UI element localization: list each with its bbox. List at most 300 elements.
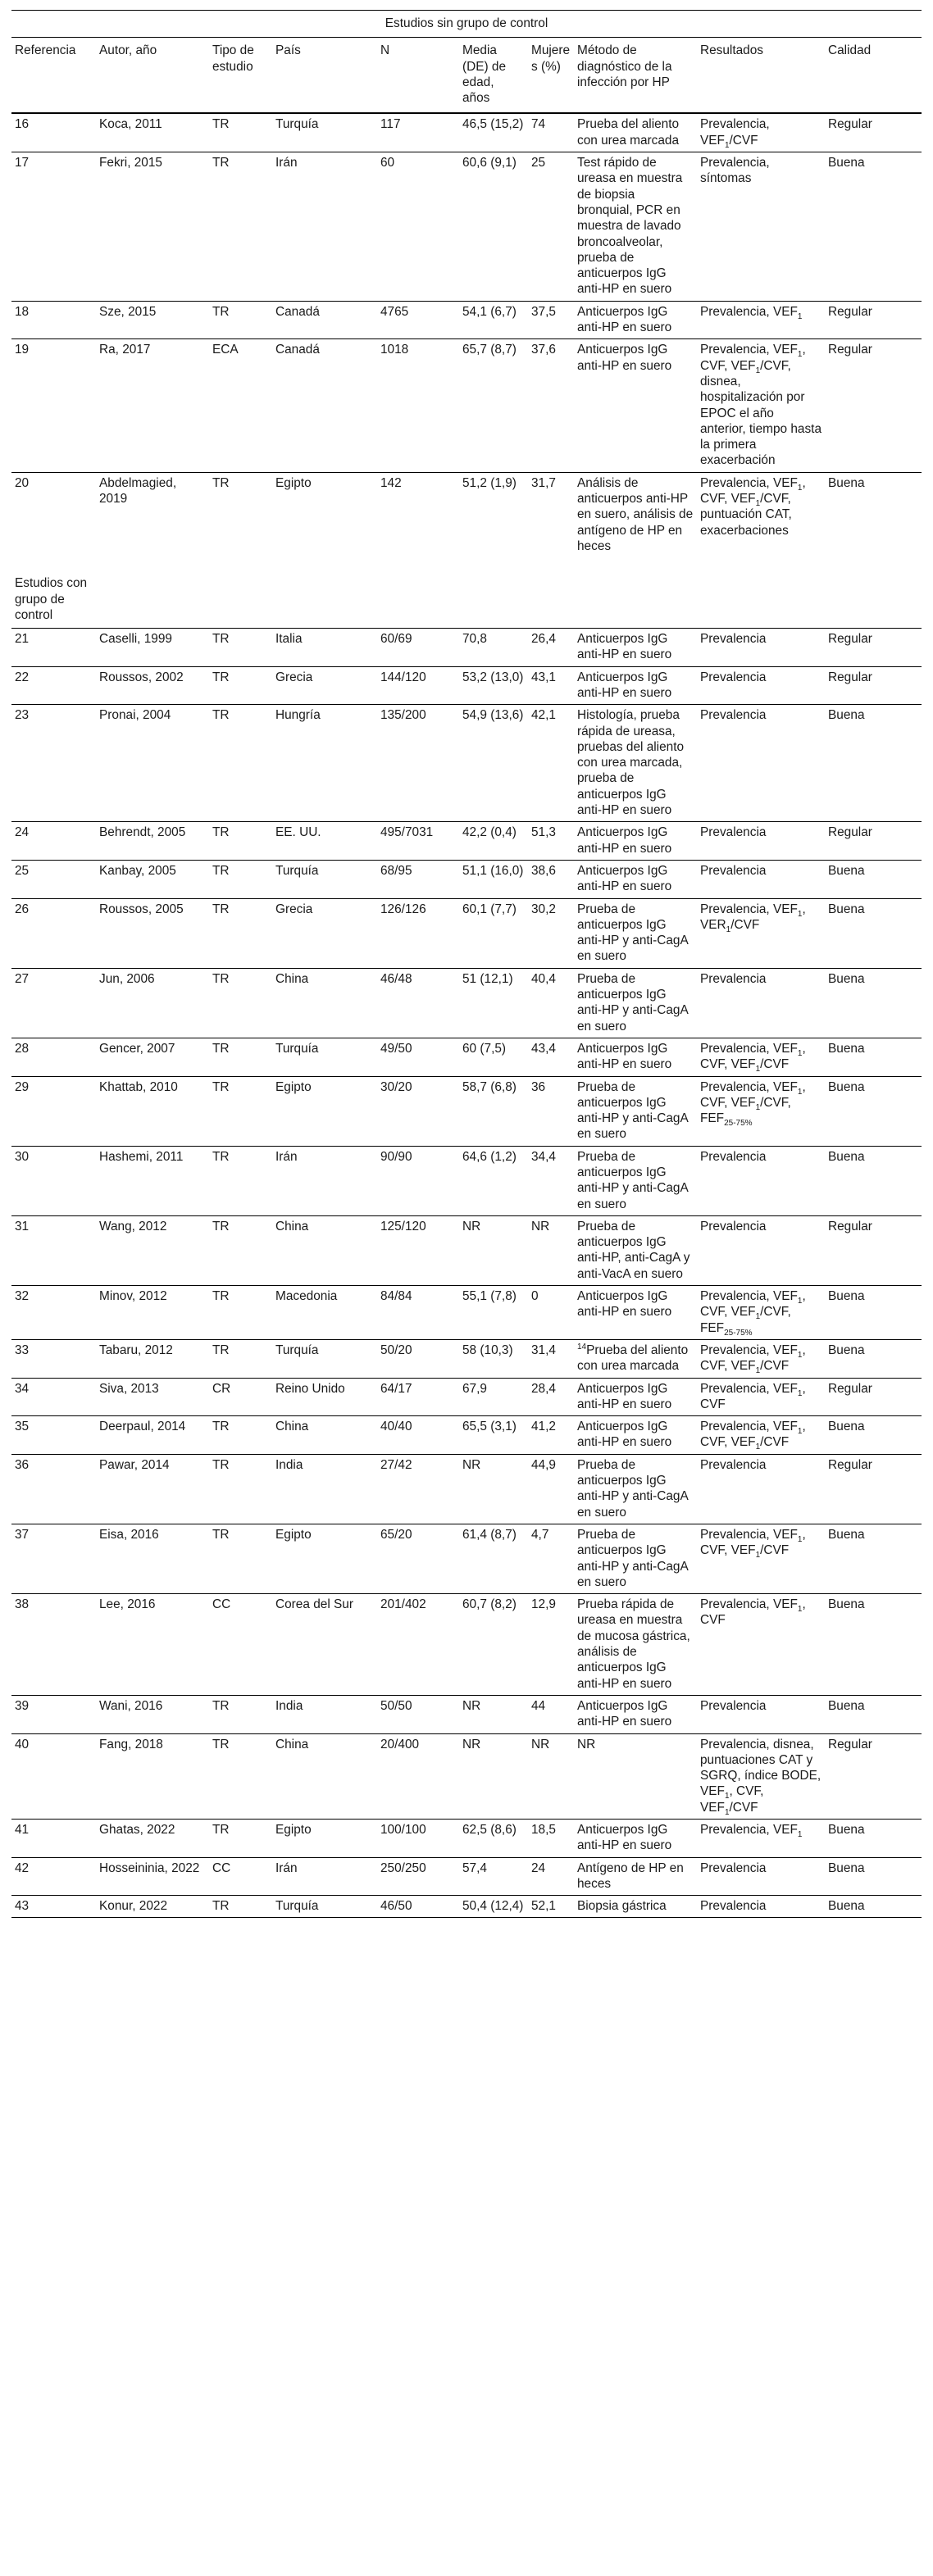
results-cell: Prevalencia, $VEF_1$, CVF, $VEF_1$/CVF bbox=[697, 1038, 825, 1076]
women-cell: 12,9 bbox=[528, 1594, 574, 1696]
author-cell: Jun, 2006 bbox=[96, 968, 209, 1038]
results-cell: Prevalencia bbox=[697, 1146, 825, 1215]
age-cell: 60 (7,5) bbox=[459, 1038, 528, 1076]
women-cell: 24 bbox=[528, 1857, 574, 1896]
results-cell: Prevalencia, $VEF_1$, CVF bbox=[697, 1594, 825, 1696]
women-cell: 43,1 bbox=[528, 666, 574, 705]
n-cell: 117 bbox=[377, 113, 459, 152]
table-row bbox=[11, 301, 922, 339]
quality-cell: Regular bbox=[825, 666, 922, 705]
method-cell: Anticuerpos IgG anti-HP en suero bbox=[574, 339, 697, 472]
women-cell: 4,7 bbox=[528, 1524, 574, 1593]
type-cell: CC bbox=[209, 1594, 272, 1696]
age-cell: 64,6 (1,2) bbox=[459, 1146, 528, 1215]
country-cell: Canadá bbox=[272, 301, 377, 339]
age-cell: 54,1 (6,7) bbox=[459, 301, 528, 339]
women-cell: 52,1 bbox=[528, 1896, 574, 1918]
results-cell: Prevalencia, $VEF_1$, CVF, $VEF_1$/CVF, puntuación CAT, exacerbaciones bbox=[697, 472, 825, 557]
results-cell: Prevalencia bbox=[697, 1695, 825, 1733]
results-cell: Prevalencia, $VEF_1$/CVF bbox=[697, 113, 825, 152]
ref-cell: 39 bbox=[11, 1695, 96, 1733]
author-cell: Ghatas, 2022 bbox=[96, 1819, 209, 1857]
results-cell: Prevalencia bbox=[697, 705, 825, 822]
table-row bbox=[11, 1286, 922, 1340]
table-row bbox=[11, 1454, 922, 1524]
women-cell: 43,4 bbox=[528, 1038, 574, 1076]
n-cell: 126/126 bbox=[377, 898, 459, 968]
ref-cell: 31 bbox=[11, 1215, 96, 1285]
results-cell: Prevalencia bbox=[697, 1215, 825, 1285]
age-cell: 57,4 bbox=[459, 1857, 528, 1896]
n-cell: 20/400 bbox=[377, 1733, 459, 1819]
type-cell: TR bbox=[209, 1819, 272, 1857]
author-cell: Eisa, 2016 bbox=[96, 1524, 209, 1593]
country-cell: Turquía bbox=[272, 860, 377, 898]
ref-cell: 35 bbox=[11, 1416, 96, 1455]
studies-table bbox=[11, 10, 922, 1918]
age-cell: 50,4 (12,4) bbox=[459, 1896, 528, 1918]
country-cell: India bbox=[272, 1695, 377, 1733]
results-cell: Prevalencia, $VEF_1$, CVF, $VEF_1$/CVF, $FEF_{25-75\%}$ bbox=[697, 1076, 825, 1146]
table-row bbox=[11, 152, 922, 302]
method-cell: Prueba de anticuerpos IgG anti-HP y anti-CagA en suero bbox=[574, 968, 697, 1038]
women-cell: 26,4 bbox=[528, 629, 574, 667]
ref-cell: 19 bbox=[11, 339, 96, 472]
type-cell: TR bbox=[209, 152, 272, 302]
type-cell: ECA bbox=[209, 339, 272, 472]
country-cell: Hungría bbox=[272, 705, 377, 822]
results-cell: Prevalencia bbox=[697, 1896, 825, 1918]
ref-cell: 33 bbox=[11, 1339, 96, 1378]
author-cell: Khattab, 2010 bbox=[96, 1076, 209, 1146]
column-header: Método de diagnóstico de la infección por HP bbox=[574, 38, 697, 114]
age-cell: 55,1 (7,8) bbox=[459, 1286, 528, 1340]
method-cell: NR bbox=[574, 1733, 697, 1819]
country-cell: Turquía bbox=[272, 1896, 377, 1918]
type-cell: TR bbox=[209, 898, 272, 968]
women-cell: 34,4 bbox=[528, 1146, 574, 1215]
author-cell: Tabaru, 2012 bbox=[96, 1339, 209, 1378]
country-cell: Reino Unido bbox=[272, 1378, 377, 1416]
n-cell: 65/20 bbox=[377, 1524, 459, 1593]
quality-cell: Buena bbox=[825, 1038, 922, 1076]
age-cell: 60,6 (9,1) bbox=[459, 152, 528, 302]
country-cell: Grecia bbox=[272, 666, 377, 705]
method-cell: Histología, prueba rápida de ureasa, pruebas del aliento con urea marcada, prueba de anticuerpos IgG anti-HP en suero bbox=[574, 705, 697, 822]
age-cell: 70,8 bbox=[459, 629, 528, 667]
column-header: Referencia bbox=[11, 38, 96, 114]
quality-cell: Buena bbox=[825, 1819, 922, 1857]
column-header: País bbox=[272, 38, 377, 114]
country-cell: China bbox=[272, 1733, 377, 1819]
author-cell: Wang, 2012 bbox=[96, 1215, 209, 1285]
author-cell: Abdelmagied, 2019 bbox=[96, 472, 209, 557]
quality-cell: Buena bbox=[825, 1857, 922, 1896]
quality-cell: Regular bbox=[825, 113, 922, 152]
method-cell: Anticuerpos IgG anti-HP en suero bbox=[574, 1286, 697, 1340]
country-cell: Grecia bbox=[272, 898, 377, 968]
quality-cell: Buena bbox=[825, 1339, 922, 1378]
women-cell: 36 bbox=[528, 1076, 574, 1146]
n-cell: 125/120 bbox=[377, 1215, 459, 1285]
age-cell: 60,7 (8,2) bbox=[459, 1594, 528, 1696]
type-cell: TR bbox=[209, 1454, 272, 1524]
country-cell: China bbox=[272, 1416, 377, 1455]
author-cell: Kanbay, 2005 bbox=[96, 860, 209, 898]
quality-cell: Buena bbox=[825, 898, 922, 968]
results-cell: Prevalencia, $VEF_1$, CVF, $VEF_1$/CVF bbox=[697, 1416, 825, 1455]
results-cell: Prevalencia, disnea, puntuaciones CAT y SGRQ, índice BODE, $VEF_1$, CVF, $VEF_1$/CVF bbox=[697, 1733, 825, 1819]
author-cell: Ra, 2017 bbox=[96, 339, 209, 472]
type-cell: TR bbox=[209, 1416, 272, 1455]
age-cell: 46,5 (15,2) bbox=[459, 113, 528, 152]
table-row bbox=[11, 1076, 922, 1146]
n-cell: 1018 bbox=[377, 339, 459, 472]
results-cell: Prevalencia, $VEF_1$, CVF bbox=[697, 1378, 825, 1416]
country-cell: Egipto bbox=[272, 472, 377, 557]
country-cell: Egipto bbox=[272, 1076, 377, 1146]
age-cell: 42,2 (0,4) bbox=[459, 822, 528, 861]
author-cell: Fang, 2018 bbox=[96, 1733, 209, 1819]
ref-cell: 37 bbox=[11, 1524, 96, 1593]
method-cell: $^{14}$Prueba del aliento con urea marcada bbox=[574, 1339, 697, 1378]
column-header: Mujeres (%) bbox=[528, 38, 574, 114]
n-cell: 64/17 bbox=[377, 1378, 459, 1416]
type-cell: TR bbox=[209, 860, 272, 898]
table-row bbox=[11, 968, 922, 1038]
n-cell: 49/50 bbox=[377, 1038, 459, 1076]
women-cell: 31,7 bbox=[528, 472, 574, 557]
quality-cell: Regular bbox=[825, 629, 922, 667]
table-row bbox=[11, 1416, 922, 1455]
results-cell: Prevalencia, $VEF_1$ bbox=[697, 1819, 825, 1857]
women-cell: 30,2 bbox=[528, 898, 574, 968]
n-cell: 100/100 bbox=[377, 1819, 459, 1857]
quality-cell: Buena bbox=[825, 1896, 922, 1918]
age-cell: 62,5 (8,6) bbox=[459, 1819, 528, 1857]
table-row bbox=[11, 1146, 922, 1215]
table-row bbox=[11, 860, 922, 898]
n-cell: 84/84 bbox=[377, 1286, 459, 1340]
quality-cell: Buena bbox=[825, 860, 922, 898]
women-cell: NR bbox=[528, 1215, 574, 1285]
table-row bbox=[11, 1339, 922, 1378]
type-cell: TR bbox=[209, 1524, 272, 1593]
type-cell: TR bbox=[209, 1339, 272, 1378]
age-cell: 58,7 (6,8) bbox=[459, 1076, 528, 1146]
table-row bbox=[11, 1896, 922, 1918]
age-cell: 51,2 (1,9) bbox=[459, 472, 528, 557]
table-row bbox=[11, 666, 922, 705]
method-cell: Prueba de anticuerpos IgG anti-HP y anti-CagA en suero bbox=[574, 1146, 697, 1215]
results-cell: Prevalencia bbox=[697, 822, 825, 861]
ref-cell: 21 bbox=[11, 629, 96, 667]
quality-cell: Regular bbox=[825, 1215, 922, 1285]
ref-cell: 26 bbox=[11, 898, 96, 968]
table-body bbox=[11, 113, 922, 1917]
women-cell: 28,4 bbox=[528, 1378, 574, 1416]
table-row bbox=[11, 1524, 922, 1593]
country-cell: Irán bbox=[272, 152, 377, 302]
author-cell: Deerpaul, 2014 bbox=[96, 1416, 209, 1455]
method-cell: Anticuerpos IgG anti-HP en suero bbox=[574, 822, 697, 861]
n-cell: 40/40 bbox=[377, 1416, 459, 1455]
author-cell: Wani, 2016 bbox=[96, 1695, 209, 1733]
author-cell: Minov, 2012 bbox=[96, 1286, 209, 1340]
age-cell: NR bbox=[459, 1215, 528, 1285]
method-cell: Anticuerpos IgG anti-HP en suero bbox=[574, 1038, 697, 1076]
type-cell: TR bbox=[209, 1146, 272, 1215]
women-cell: 44,9 bbox=[528, 1454, 574, 1524]
quality-cell: Buena bbox=[825, 1146, 922, 1215]
column-header: Media (DE) de edad, años bbox=[459, 38, 528, 114]
column-header: Resultados bbox=[697, 38, 825, 114]
type-cell: TR bbox=[209, 1896, 272, 1918]
country-cell: Turquía bbox=[272, 1038, 377, 1076]
women-cell: 0 bbox=[528, 1286, 574, 1340]
type-cell: TR bbox=[209, 666, 272, 705]
ref-cell: 40 bbox=[11, 1733, 96, 1819]
results-cell: Prevalencia bbox=[697, 666, 825, 705]
type-cell: TR bbox=[209, 1286, 272, 1340]
quality-cell: Regular bbox=[825, 1378, 922, 1416]
column-header: N bbox=[377, 38, 459, 114]
table-row bbox=[11, 339, 922, 472]
author-cell: Lee, 2016 bbox=[96, 1594, 209, 1696]
women-cell: 40,4 bbox=[528, 968, 574, 1038]
ref-cell: 17 bbox=[11, 152, 96, 302]
author-cell: Roussos, 2005 bbox=[96, 898, 209, 968]
table-row bbox=[11, 1594, 922, 1696]
n-cell: 68/95 bbox=[377, 860, 459, 898]
type-cell: TR bbox=[209, 629, 272, 667]
quality-cell: Regular bbox=[825, 301, 922, 339]
women-cell: 31,4 bbox=[528, 1339, 574, 1378]
ref-cell: 27 bbox=[11, 968, 96, 1038]
age-cell: 61,4 (8,7) bbox=[459, 1524, 528, 1593]
method-cell: Anticuerpos IgG anti-HP en suero bbox=[574, 629, 697, 667]
age-cell: NR bbox=[459, 1454, 528, 1524]
ref-cell: 18 bbox=[11, 301, 96, 339]
women-cell: 37,5 bbox=[528, 301, 574, 339]
table-row bbox=[11, 898, 922, 968]
type-cell: TR bbox=[209, 968, 272, 1038]
type-cell: TR bbox=[209, 705, 272, 822]
quality-cell: Regular bbox=[825, 339, 922, 472]
women-cell: 41,2 bbox=[528, 1416, 574, 1455]
results-cell: Prevalencia, $VEF_1$, CVF, $VEF_1$/CVF, $FEF_{25-75\%}$ bbox=[697, 1286, 825, 1340]
type-cell: CR bbox=[209, 1378, 272, 1416]
type-cell: TR bbox=[209, 1695, 272, 1733]
women-cell: 51,3 bbox=[528, 822, 574, 861]
n-cell: 142 bbox=[377, 472, 459, 557]
method-cell: Prueba de anticuerpos IgG anti-HP y anti-CagA en suero bbox=[574, 1454, 697, 1524]
column-header: Autor, año bbox=[96, 38, 209, 114]
column-header-row bbox=[11, 38, 922, 114]
women-cell: 25 bbox=[528, 152, 574, 302]
group-title-without-control: Estudios sin grupo de control bbox=[11, 11, 922, 38]
quality-cell: Buena bbox=[825, 968, 922, 1038]
table-row bbox=[11, 1038, 922, 1076]
table-row bbox=[11, 1819, 922, 1857]
n-cell: 50/20 bbox=[377, 1339, 459, 1378]
n-cell: 60/69 bbox=[377, 629, 459, 667]
country-cell: Egipto bbox=[272, 1819, 377, 1857]
method-cell: Anticuerpos IgG anti-HP en suero bbox=[574, 860, 697, 898]
age-cell: NR bbox=[459, 1733, 528, 1819]
type-cell: TR bbox=[209, 301, 272, 339]
n-cell: 4765 bbox=[377, 301, 459, 339]
women-cell: 38,6 bbox=[528, 860, 574, 898]
section-row bbox=[11, 557, 922, 628]
results-cell: Prevalencia, $VEF_1$, CVF, $VEF_1$/CVF bbox=[697, 1524, 825, 1593]
author-cell: Behrendt, 2005 bbox=[96, 822, 209, 861]
table-row bbox=[11, 1733, 922, 1819]
women-cell: 18,5 bbox=[528, 1819, 574, 1857]
age-cell: 54,9 (13,6) bbox=[459, 705, 528, 822]
table-row bbox=[11, 1378, 922, 1416]
age-cell: 65,7 (8,7) bbox=[459, 339, 528, 472]
quality-cell: Regular bbox=[825, 822, 922, 861]
age-cell: 67,9 bbox=[459, 1378, 528, 1416]
quality-cell: Buena bbox=[825, 472, 922, 557]
n-cell: 201/402 bbox=[377, 1594, 459, 1696]
table-row bbox=[11, 705, 922, 822]
ref-cell: 16 bbox=[11, 113, 96, 152]
method-cell: Antígeno de HP en heces bbox=[574, 1857, 697, 1896]
results-cell: Prevalencia, síntomas bbox=[697, 152, 825, 302]
ref-cell: 42 bbox=[11, 1857, 96, 1896]
ref-cell: 41 bbox=[11, 1819, 96, 1857]
ref-cell: 25 bbox=[11, 860, 96, 898]
ref-cell: 43 bbox=[11, 1896, 96, 1918]
results-cell: Prevalencia, $VEF_1$, CVF, $VEF_1$/CVF bbox=[697, 1339, 825, 1378]
age-cell: NR bbox=[459, 1695, 528, 1733]
type-cell: TR bbox=[209, 822, 272, 861]
ref-cell: 20 bbox=[11, 472, 96, 557]
method-cell: Prueba de anticuerpos IgG anti-HP, anti-CagA y anti-VacA en suero bbox=[574, 1215, 697, 1285]
country-cell: Turquía bbox=[272, 1339, 377, 1378]
country-cell: Macedonia bbox=[272, 1286, 377, 1340]
women-cell: NR bbox=[528, 1733, 574, 1819]
author-cell: Gencer, 2007 bbox=[96, 1038, 209, 1076]
women-cell: 42,1 bbox=[528, 705, 574, 822]
country-cell: Italia bbox=[272, 629, 377, 667]
n-cell: 250/250 bbox=[377, 1857, 459, 1896]
quality-cell: Regular bbox=[825, 1454, 922, 1524]
age-cell: 65,5 (3,1) bbox=[459, 1416, 528, 1455]
method-cell: Test rápido de ureasa en muestra de biopsia bronquial, PCR en muestra de lavado broncoalveolar, prueba de anticuerpos IgG anti-HP en suero bbox=[574, 152, 697, 302]
n-cell: 135/200 bbox=[377, 705, 459, 822]
results-cell: Prevalencia bbox=[697, 1857, 825, 1896]
method-cell: Anticuerpos IgG anti-HP en suero bbox=[574, 1695, 697, 1733]
type-cell: TR bbox=[209, 1076, 272, 1146]
method-cell: Prueba del aliento con urea marcada bbox=[574, 113, 697, 152]
results-cell: Prevalencia bbox=[697, 629, 825, 667]
table-row bbox=[11, 113, 922, 152]
author-cell: Siva, 2013 bbox=[96, 1378, 209, 1416]
type-cell: CC bbox=[209, 1857, 272, 1896]
country-cell: Turquía bbox=[272, 113, 377, 152]
method-cell: Prueba rápida de ureasa en muestra de mucosa gástrica, análisis de anticuerpos IgG anti-HP en suero bbox=[574, 1594, 697, 1696]
table-row bbox=[11, 629, 922, 667]
women-cell: 74 bbox=[528, 113, 574, 152]
type-cell: TR bbox=[209, 113, 272, 152]
method-cell: Prueba de anticuerpos IgG anti-HP y anti-CagA en suero bbox=[574, 1076, 697, 1146]
ref-cell: 29 bbox=[11, 1076, 96, 1146]
age-cell: 51 (12,1) bbox=[459, 968, 528, 1038]
country-cell: Corea del Sur bbox=[272, 1594, 377, 1696]
results-cell: Prevalencia, $VEF_1$ bbox=[697, 301, 825, 339]
quality-cell: Buena bbox=[825, 705, 922, 822]
method-cell: Anticuerpos IgG anti-HP en suero bbox=[574, 666, 697, 705]
table-row bbox=[11, 472, 922, 557]
ref-cell: 34 bbox=[11, 1378, 96, 1416]
n-cell: 495/7031 bbox=[377, 822, 459, 861]
ref-cell: 22 bbox=[11, 666, 96, 705]
type-cell: TR bbox=[209, 1733, 272, 1819]
method-cell: Prueba de anticuerpos IgG anti-HP y anti-CagA en suero bbox=[574, 898, 697, 968]
author-cell: Koca, 2011 bbox=[96, 113, 209, 152]
ref-cell: 24 bbox=[11, 822, 96, 861]
country-cell: EE. UU. bbox=[272, 822, 377, 861]
author-cell: Roussos, 2002 bbox=[96, 666, 209, 705]
ref-cell: 23 bbox=[11, 705, 96, 822]
quality-cell: Buena bbox=[825, 152, 922, 302]
column-header: Calidad bbox=[825, 38, 922, 114]
type-cell: TR bbox=[209, 472, 272, 557]
author-cell: Caselli, 1999 bbox=[96, 629, 209, 667]
author-cell: Sze, 2015 bbox=[96, 301, 209, 339]
results-cell: Prevalencia, $VEF_1$, CVF, $VEF_1$/CVF, disnea, hospitalización por EPOC el año anterior, tiempo hasta la primera exacerbación bbox=[697, 339, 825, 472]
author-cell: Konur, 2022 bbox=[96, 1896, 209, 1918]
table-row bbox=[11, 1857, 922, 1896]
ref-cell: 28 bbox=[11, 1038, 96, 1076]
results-cell: Prevalencia bbox=[697, 968, 825, 1038]
method-cell: Anticuerpos IgG anti-HP en suero bbox=[574, 1378, 697, 1416]
column-header: Tipo de estudio bbox=[209, 38, 272, 114]
n-cell: 27/42 bbox=[377, 1454, 459, 1524]
country-cell: Egipto bbox=[272, 1524, 377, 1593]
quality-cell: Buena bbox=[825, 1286, 922, 1340]
country-cell: Irán bbox=[272, 1146, 377, 1215]
results-cell: Prevalencia bbox=[697, 860, 825, 898]
quality-cell: Regular bbox=[825, 1733, 922, 1819]
author-cell: Pronai, 2004 bbox=[96, 705, 209, 822]
n-cell: 50/50 bbox=[377, 1695, 459, 1733]
ref-cell: 30 bbox=[11, 1146, 96, 1215]
age-cell: 51,1 (16,0) bbox=[459, 860, 528, 898]
author-cell: Hosseininia, 2022 bbox=[96, 1857, 209, 1896]
results-cell: Prevalencia, $VEF_1$, $VER_1$/CVF bbox=[697, 898, 825, 968]
ref-cell: 32 bbox=[11, 1286, 96, 1340]
age-cell: 58 (10,3) bbox=[459, 1339, 528, 1378]
ref-cell: 36 bbox=[11, 1454, 96, 1524]
n-cell: 46/48 bbox=[377, 968, 459, 1038]
quality-cell: Buena bbox=[825, 1416, 922, 1455]
women-cell: 37,6 bbox=[528, 339, 574, 472]
method-cell: Prueba de anticuerpos IgG anti-HP y anti-CagA en suero bbox=[574, 1524, 697, 1593]
group-title-with-control: Estudios con grupo de control bbox=[15, 576, 88, 622]
country-cell: Canadá bbox=[272, 339, 377, 472]
method-cell: Anticuerpos IgG anti-HP en suero bbox=[574, 1416, 697, 1455]
quality-cell: Buena bbox=[825, 1076, 922, 1146]
method-cell: Biopsia gástrica bbox=[574, 1896, 697, 1918]
author-cell: Pawar, 2014 bbox=[96, 1454, 209, 1524]
table-row bbox=[11, 1215, 922, 1285]
country-cell: Irán bbox=[272, 1857, 377, 1896]
method-cell: Análisis de anticuerpos anti-HP en suero, análisis de antígeno de HP en heces bbox=[574, 472, 697, 557]
